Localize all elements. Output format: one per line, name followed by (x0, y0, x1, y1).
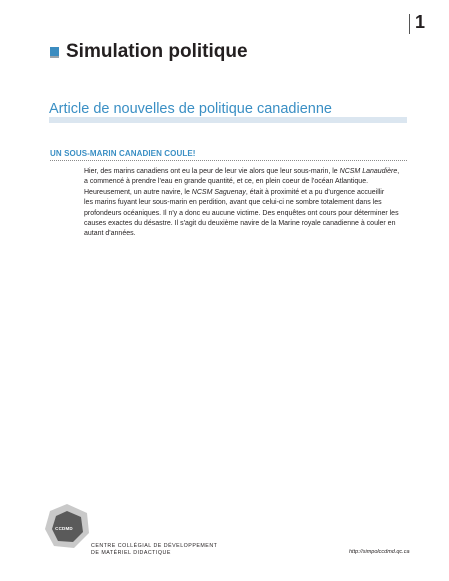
article-line: causes exactes du désastre. Il s'agit du deuxième navire de la Marine royale canadienne à couler en (84, 220, 396, 228)
logo-text: CCDMD (55, 526, 73, 531)
article-body (84, 167, 414, 240)
page-number: 1 (415, 12, 426, 32)
article-line: profondeurs océaniques. Il n'y a donc eu aucune victime. Des enquêtes ont cours pour déterminer les (84, 209, 399, 217)
ship-name: NCSM Lanaudière (339, 168, 398, 175)
article-line: Heureusement, un autre navire, le NCSM Saguenay, était à proximité et a pu d'urgence accueillir (84, 188, 385, 196)
article-line: a commencé à prendre l'eau en grande quantité, et ce, en plein coeur de l'océan Atlantique. (84, 178, 369, 186)
section-heading: Article de nouvelles de politique canadienne (49, 101, 332, 117)
page-number-divider (409, 14, 410, 34)
article-divider (50, 160, 407, 161)
article-heading: UN SOUS-MARIN CANADIEN COULE! (50, 149, 196, 158)
document-title: Simulation politique (66, 41, 248, 62)
article-line: Hier, des marins canadiens ont eu la peur de leur vie alors que leur sous-marin, le NCSM Lanaudière, (84, 168, 400, 175)
article-paragraph (84, 167, 414, 240)
ship-name: NCSM Saguenay (191, 188, 246, 196)
section-band (49, 117, 407, 123)
article-line: les marins fuyant leur sous-marin en perdition, avant que celui-ci ne sombre totalement dans les (84, 199, 382, 207)
organization-name-line1: CENTRE COLLÉGIAL DE DÉVELOPPEMENT (91, 543, 218, 549)
organization-name-line2: DE MATÉRIEL DIDACTIQUE (91, 550, 171, 556)
title-square-shadow (50, 56, 59, 58)
title-square-icon (50, 47, 59, 56)
article-line: autant d'années. (84, 230, 136, 238)
footer-url-link[interactable]: http://simpolccdmd.qc.ca (349, 549, 410, 555)
